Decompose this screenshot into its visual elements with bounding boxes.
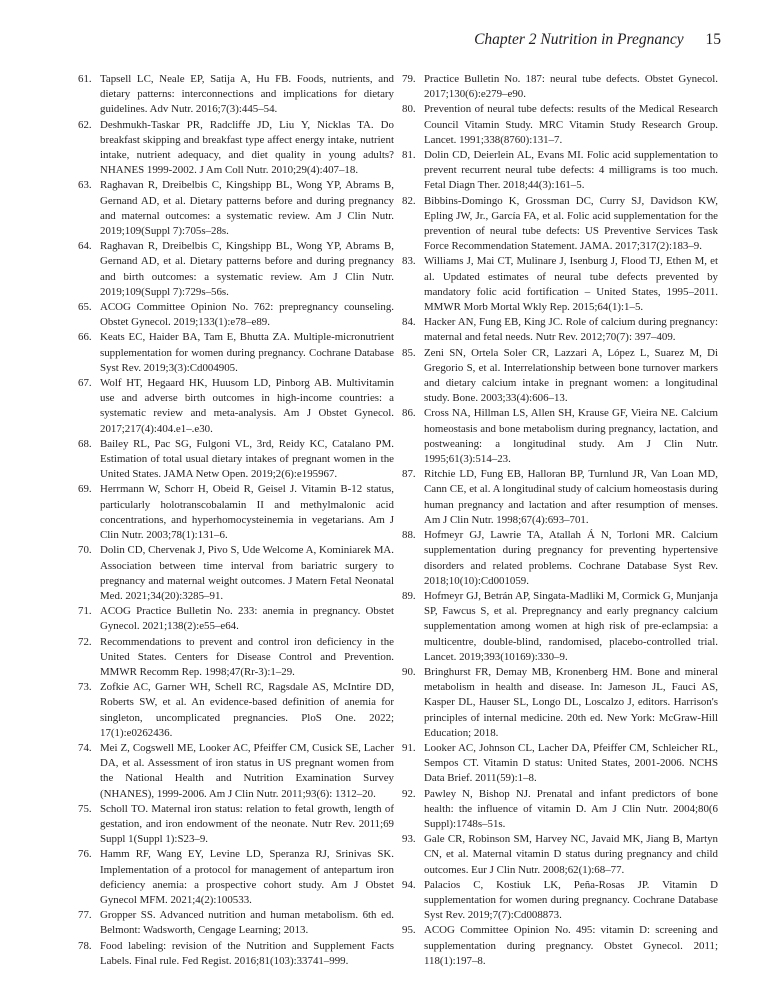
reference-item — [402, 832, 718, 878]
reference-text: Food labeling: revision of the Nutrition and Supplement Facts Labels. Final rule. Fed Regist. 2016;81(103):33741–999. — [100, 939, 394, 967]
reference-text: Practice Bulletin No. 187: neural tube defects. Obstet Gynecol. 2017;130(6):e279–e90. — [424, 73, 718, 101]
reference-item — [78, 239, 394, 300]
reference-number: 77. — [78, 909, 92, 922]
reference-item — [78, 543, 394, 604]
reference-item — [78, 802, 394, 848]
reference-text: Gale CR, Robinson SM, Harvey NC, Javaid MK, Jiang B, Martyn CN, et al. Maternal vitamin D status during pregnancy and child outcomes. Eur J Clin Nutr. 2008;62(1):68–77. — [424, 833, 718, 876]
reference-number: 89. — [402, 589, 416, 602]
reference-item — [78, 741, 394, 802]
reference-item — [402, 406, 718, 467]
reference-number: 90. — [402, 665, 416, 678]
reference-number: 83. — [402, 255, 416, 268]
reference-item — [78, 908, 394, 938]
reference-item — [402, 923, 718, 969]
reference-text: ACOG Committee Opinion No. 495: vitamin D: screening and supplementation during pregnancy. Obstet Gynecol. 2011; 118(1):197–8. — [424, 924, 718, 967]
reference-text: Raghavan R, Dreibelbis C, Kingshipp BL, Wong YP, Abrams B, Gernand AD, et al. Dietary patterns before and during pregnancy and maternal outcomes: a systematic review. Am J Clin Nutr. 2019;109(Suppl 7):705s–28s. — [100, 179, 394, 238]
reference-item — [402, 467, 718, 528]
running-header — [474, 31, 721, 49]
reference-text: Wolf HT, Hegaard HK, Huusom LD, Pinborg AB. Multivitamin use and adverse birth outcomes in high-income countries: a systematic review and meta-analysis. Am J Obstet Gynecol. 2017;217(4):404.e1–.e30. — [100, 377, 394, 435]
reference-item — [402, 346, 718, 407]
reference-number: 69. — [78, 483, 92, 496]
reference-item — [402, 878, 718, 924]
reference-text: ACOG Committee Opinion No. 762: prepregnancy counseling. Obstet Gynecol. 2019;133(1):e78–e89. — [100, 301, 394, 329]
reference-item — [78, 635, 394, 681]
reference-number: 67. — [78, 377, 92, 390]
reference-item — [78, 847, 394, 908]
reference-number: 75. — [78, 802, 92, 815]
references-right-column — [402, 72, 718, 969]
reference-number: 82. — [402, 194, 416, 207]
reference-item — [78, 300, 394, 330]
reference-item — [402, 102, 718, 148]
reference-number: 87. — [402, 468, 416, 481]
reference-number: 92. — [402, 787, 416, 800]
reference-number: 76. — [78, 848, 92, 861]
reference-text: Prevention of neural tube defects: results of the Medical Research Council Vitamin Study. MRC Vitamin Study Research Group. Lancet. 1991;338(8760):131–7. — [424, 103, 718, 146]
reference-number: 93. — [402, 833, 416, 846]
reference-item — [78, 330, 394, 376]
reference-number: 95. — [402, 924, 416, 937]
reference-text: Hacker AN, Fung EB, King JC. Role of calcium during pregnancy: maternal and fetal needs. Nutr Rev. 2012;70(7): 397–409. — [424, 316, 718, 344]
reference-number: 61. — [78, 73, 92, 85]
reference-text: Ritchie LD, Fung EB, Halloran BP, Turnlund JR, Van Loan MD, Cann CE, et al. A longitudinal study of calcium homeostasis during human pregnancy and lactation and after resumption of menses. Am J Clin Nutr. 1998;67(4):693–701. — [424, 468, 718, 526]
reference-number: 72. — [78, 635, 92, 648]
reference-item — [402, 787, 718, 833]
reference-text: Mei Z, Cogswell ME, Looker AC, Pfeiffer CM, Cusick SE, Lacher DA, et al. Assessment of iron status in US pregnant women from the National Health and Nutrition Examination Survey (NHANES), 1999-2006. Am J Clin Nutr. 2011;93(6): 1312–20. — [100, 741, 394, 800]
reference-item — [78, 604, 394, 634]
reference-item — [78, 482, 394, 543]
reference-text: Gropper SS. Advanced nutrition and human metabolism. 6th ed. Belmont: Wadsworth, Cengage Learning; 2013. — [100, 909, 394, 937]
reference-item — [402, 589, 718, 665]
reference-text: Bailey RL, Pac SG, Fulgoni VL, 3rd, Reidy KC, Catalano PM. Estimation of total usual dietary intakes of pregnant women in the United States. JAMA Netw Open. 2019;2(6):e195967. — [100, 437, 394, 481]
reference-number: 91. — [402, 741, 416, 754]
reference-number: 86. — [402, 407, 416, 420]
reference-item — [402, 315, 718, 345]
reference-item — [78, 178, 394, 239]
reference-number: 79. — [402, 73, 416, 85]
reference-number: 78. — [78, 939, 92, 952]
reference-text: Zeni SN, Ortela Soler CR, Lazzari A, López L, Suarez M, Di Gregorio S, et al. Interrelationship between bone turnover markers and dietary calcium intake in pregnant women: a longitudinal study. Bone. 2003;33(4):606–13. — [424, 346, 718, 405]
reference-item — [78, 118, 394, 179]
reference-item — [402, 72, 718, 102]
reference-text: Hamm RF, Wang EY, Levine LD, Speranza RJ, Srinivas SK. Implementation of a protocol for management of antepartum iron deficiency anemia: a prospective cohort study. Am J Obstet Gynecol MFM. 2021;4(2):100533. — [100, 848, 394, 906]
reference-number: 85. — [402, 346, 416, 359]
reference-text: Cross NA, Hillman LS, Allen SH, Krause GF, Vieira NE. Calcium homeostasis and bone metabolism during pregnancy, lactation, and postweaning: a longitudinal study. Am J Clin Nutr. 1995;61(3):514–23. — [424, 407, 718, 466]
reference-text: Scholl TO. Maternal iron status: relation to fetal growth, length of gestation, and iron endowment of the neonate. Nutr Rev. 2011;69 Suppl 1(Suppl 1):S23–9. — [100, 802, 394, 846]
reference-item — [78, 72, 394, 118]
reference-item — [78, 376, 394, 437]
reference-text: Bibbins-Domingo K, Grossman DC, Curry SJ, Davidson KW, Epling JW, Jr., García FA, et al. Folic acid supplementation for the prevention of neural tube defects: US Preventive Services Task Force Recommendation Statement. JAMA. 2017;317(2):183–9. — [424, 194, 718, 253]
reference-text: Pawley N, Bishop NJ. Prenatal and infant predictors of bone health: the influence of vitamin D. Am J Clin Nutr. 2004;80(6 Suppl):1748s–51s. — [424, 787, 718, 830]
reference-number: 62. — [78, 118, 92, 131]
reference-text: Raghavan R, Dreibelbis C, Kingshipp BL, Wong YP, Abrams B, Gernand AD, et al. Dietary patterns before and during pregnancy and birth outcomes: a systematic review. Am J Clin Nutr. 2019;109(Suppl 7):729s–56s. — [100, 240, 394, 298]
reference-text: Bringhurst FR, Demay MB, Kronenberg HM. Bone and mineral metabolism in health and disease. In: Jameson JL, Fauci AS, Kasper DL, Hauser SL, Longo DL, Loscalzo J, editors. Harrison's principles of internal medicine. 20th ed. New York: McGraw-Hill Education; 2018. — [424, 665, 718, 739]
reference-text: Williams J, Mai CT, Mulinare J, Isenburg J, Flood TJ, Ethen M, et al. Updated estimates of neural tube defects prevented by mandatory folic acid fortification – United States, 1995–2011. MMWR Morb Mortal Wkly Rep. 2015;64(1):1–5. — [424, 255, 718, 314]
chapter-title: Chapter 2 Nutrition in Pregnancy — [474, 31, 684, 48]
reference-item — [402, 741, 718, 787]
reference-number: 88. — [402, 529, 416, 542]
reference-text: Hofmeyr GJ, Betrán AP, Singata-Madliki M, Cormick G, Munjanja SP, Fawcus S, et al. Prepregnancy and early pregnancy calcium supplementation among women at high risk of pre-eclampsia: a multicentre, double-blind, randomised, placebo-controlled trial. Lancet. 2019;393(10169):330–9. — [424, 589, 718, 663]
reference-item — [402, 254, 718, 315]
reference-text: Keats EC, Haider BA, Tam E, Bhutta ZA. Multiple-micronutrient supplementation for women during pregnancy. Cochrane Database Syst Rev. 2019;3(3):Cd004905. — [100, 331, 394, 374]
reference-number: 80. — [402, 103, 416, 116]
reference-text: Zofkie AC, Garner WH, Schell RC, Ragsdale AS, McIntire DD, Roberts SW, et al. An evidence-based definition of anemia for singleton, uncomplicated pregnancies. PloS One. 2022; 17(1):e0262436. — [100, 681, 394, 739]
reference-item — [402, 665, 718, 741]
reference-number: 81. — [402, 149, 416, 162]
reference-text: ACOG Practice Bulletin No. 233: anemia in pregnancy. Obstet Gynecol. 2021;138(2):e55–e64. — [100, 605, 394, 633]
reference-number: 64. — [78, 240, 92, 253]
reference-number: 73. — [78, 681, 92, 694]
reference-number: 71. — [78, 605, 92, 618]
reference-text: Palacios C, Kostiuk LK, Peña-Rosas JP. Vitamin D supplementation for women during pregnancy. Cochrane Database Syst Rev. 2019;7(7):Cd008873. — [424, 878, 718, 922]
reference-text: Deshmukh-Taskar PR, Radcliffe JD, Liu Y, Nicklas TA. Do breakfast skipping and breakfast type affect energy intake, nutrient intake, nutrient adequacy, and diet quality in young adults? NHANES 1999-2002. J Am Coll Nutr. 2010;29(4):407–18. — [100, 118, 394, 177]
page-number: 15 — [705, 31, 721, 48]
reference-text: Hofmeyr GJ, Lawrie TA, Atallah Á N, Torloni MR. Calcium supplementation during pregnancy for preventing hypertensive disorders and related problems. Cochrane Database Syst Rev. 2018;10(10):Cd001059. — [424, 529, 718, 587]
reference-number: 84. — [402, 316, 416, 329]
reference-item — [78, 680, 394, 741]
reference-number: 63. — [78, 179, 92, 192]
reference-number: 66. — [78, 331, 92, 344]
reference-item — [402, 194, 718, 255]
reference-text: Dolin CD, Deierlein AL, Evans MI. Folic acid supplementation to prevent recurrent neural tube defects: 4 milligrams is too much. Fetal Diagn Ther. 2018;44(3):161–5. — [424, 149, 718, 192]
reference-text: Tapsell LC, Neale EP, Satija A, Hu FB. Foods, nutrients, and dietary patterns: interconnections and implications for dietary guidelines. Adv Nutr. 2016;7(3):445–54. — [100, 73, 394, 116]
reference-text: Herrmann W, Schorr H, Obeid R, Geisel J. Vitamin B-12 status, particularly holotranscobalamin II and methylmalonic acid concentrations, and hyperhomocysteinemia in vegetarians. Am J Clin Nutr. 2003;78(1):131–6. — [100, 483, 394, 542]
reference-item — [78, 939, 394, 969]
reference-text: Looker AC, Johnson CL, Lacher DA, Pfeiffer CM, Schleicher RL, Sempos CT. Vitamin D status: United States, 2001-2006. NCHS Data Brief. 2011(59):1–8. — [424, 741, 718, 785]
reference-text: Recommendations to prevent and control iron deficiency in the United States. Centers for Disease Control and Prevention. MMWR Recomm Rep. 1998;47(Rr-3):1–29. — [100, 635, 394, 678]
reference-text: Dolin CD, Chervenak J, Pivo S, Ude Welcome A, Kominiarek MA. Association between time interval from bariatric surgery to pregnancy and maternal weight outcomes. J Matern Fetal Neonatal Med. 2021;34(20):3285–91. — [100, 544, 394, 602]
reference-item — [78, 437, 394, 483]
reference-number: 68. — [78, 437, 92, 450]
reference-number: 74. — [78, 741, 92, 754]
reference-number: 94. — [402, 878, 416, 891]
references-left-column — [78, 72, 394, 969]
reference-item — [402, 148, 718, 194]
reference-number: 65. — [78, 301, 92, 314]
reference-number: 70. — [78, 544, 92, 557]
reference-item — [402, 528, 718, 589]
